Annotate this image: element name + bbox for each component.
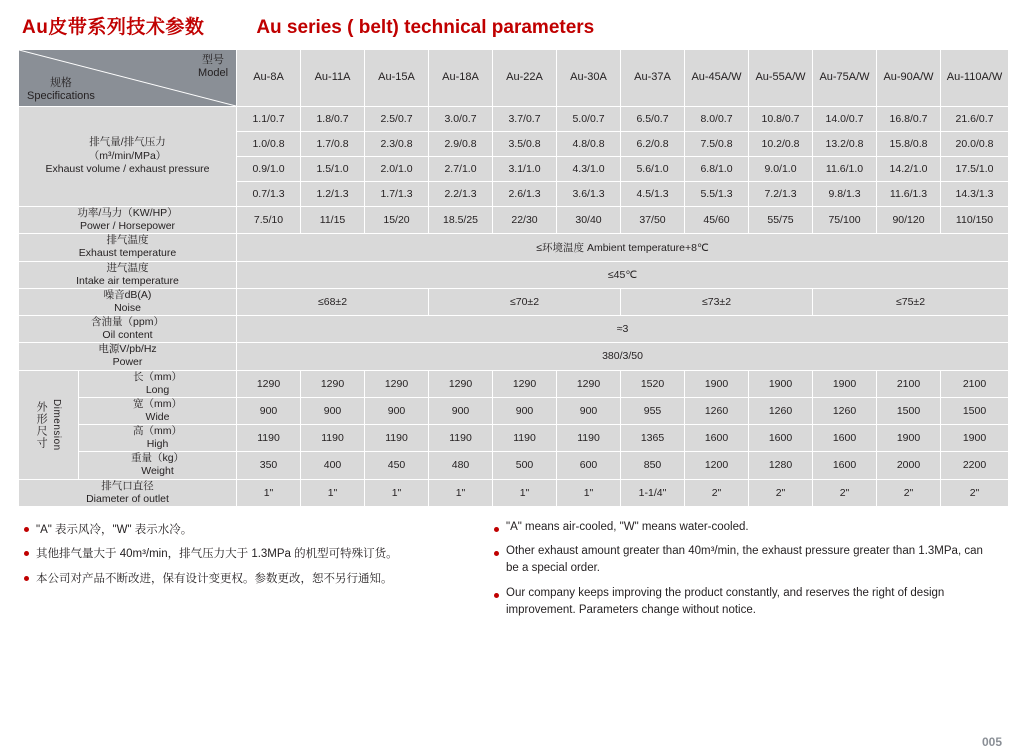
cell-exhaust-2-10: 14.2/1.0 [877,157,941,182]
table-row [19,425,1009,452]
cell-long-4: 1290 [493,370,557,397]
table-row [19,452,1009,479]
cell-high-7: 1600 [685,425,749,452]
cell-exhaust-0-6: 6.5/0.7 [621,107,685,132]
cell-high-0: 1190 [237,425,301,452]
cell-exhaust-2-8: 9.0/1.0 [749,157,813,182]
cell-exhaust-1-0: 1.0/0.8 [237,132,301,157]
row-label-weight-cn: 重量（kg） [130,452,185,465]
row-label-intake-temp [19,261,237,288]
table-row [19,397,1009,424]
cell-exhaust-0-10: 16.8/0.7 [877,107,941,132]
cell-exhaust-1-3: 2.9/0.8 [429,132,493,157]
cell-exhaust-2-4: 3.1/1.0 [493,157,557,182]
cell-weight-2: 450 [365,452,429,479]
row-label-high-en: High [146,438,169,451]
cell-wide-7: 1260 [685,397,749,424]
row-label-long-en: Long [145,383,170,396]
table-row [19,207,1009,234]
cell-exhaust-3-2: 1.7/1.3 [365,182,429,207]
cell-power-8: 55/75 [749,207,813,234]
row-label-dimension-weight [79,452,237,479]
cell-exhaust-3-4: 2.6/1.3 [493,182,557,207]
cell-wide-0: 900 [237,397,301,424]
row-label-exhaust-temp [19,234,237,261]
cell-outlet-11: 2" [941,479,1009,506]
cell-exhaust-2-6: 5.6/1.0 [621,157,685,182]
table-header-row [19,50,1009,107]
cell-outlet-7: 2" [685,479,749,506]
page-title-en: Au series ( belt) technical parameters [256,17,595,38]
row-label-high-cn: 高（mm） [133,425,182,437]
cell-exhaust-0-5: 5.0/0.7 [557,107,621,132]
cell-noise-2: ≤73±2 [621,288,813,315]
cell-high-9: 1600 [813,425,877,452]
cell-outlet-6: 1-1/4" [621,479,685,506]
row-label-exhaust-en: Exhaust volume / exhaust pressure [45,163,210,176]
cell-long-3: 1290 [429,370,493,397]
cell-exhaust-3-1: 1.2/1.3 [301,182,365,207]
row-label-dimension-wide [79,397,237,424]
cell-wide-4: 900 [493,397,557,424]
cell-weight-5: 600 [557,452,621,479]
row-label-power-supply-en: Power [112,356,143,369]
footnote-cn-1: "A" 表示风冷，"W" 表示水冷。 [22,519,492,541]
row-label-long-cn: 长（mm） [133,370,182,383]
cell-exhaust-1-5: 4.8/0.8 [557,132,621,157]
cell-exhaust-1-2: 2.3/0.8 [365,132,429,157]
header-model-6: Au-37A [621,50,685,107]
page-number: 005 [981,735,1002,749]
cell-exhaust-2-3: 2.7/1.0 [429,157,493,182]
row-label-exhaust-temp-cn: 排气温度 [106,234,149,247]
header-model-11: Au-110A/W [941,50,1009,107]
cell-exhaust-0-7: 8.0/0.7 [685,107,749,132]
cell-outlet-2: 1" [365,479,429,506]
cell-weight-4: 500 [493,452,557,479]
row-label-power-hp [19,207,237,234]
header-corner-cell [19,50,237,107]
footnote-cn-3: 本公司对产品不断改进，保有设计变更权。参数更改，恕不另行通知。 [22,568,492,590]
cell-exhaust-0-3: 3.0/0.7 [429,107,493,132]
cell-weight-6: 850 [621,452,685,479]
cell-long-9: 1900 [813,370,877,397]
row-label-oil-content-cn: 含油量（ppm） [91,316,164,328]
cell-power-6: 37/50 [621,207,685,234]
cell-power-supply-value: 380/3/50 [237,343,1009,370]
cell-noise-3: ≤75±2 [813,288,1009,315]
header-model-4: Au-22A [493,50,557,107]
page-title-cn: Au皮带系列技术参数 [22,17,205,38]
cell-wide-11: 1500 [941,397,1009,424]
cell-long-1: 1290 [301,370,365,397]
cell-outlet-0: 1" [237,479,301,506]
row-label-intake-temp-cn: 进气温度 [106,261,149,274]
cell-exhaust-2-2: 2.0/1.0 [365,157,429,182]
row-label-oil-content [19,316,237,343]
cell-weight-0: 350 [237,452,301,479]
table-row [19,343,1009,370]
cell-exhaust-1-9: 13.2/0.8 [813,132,877,157]
cell-power-9: 75/100 [813,207,877,234]
cell-weight-11: 2200 [941,452,1009,479]
table-row [19,288,1009,315]
header-spec-en: Specifications [27,89,95,102]
row-label-exhaust-temp-en: Exhaust temperature [78,247,177,260]
cell-exhaust-0-0: 1.1/0.7 [237,107,301,132]
cell-exhaust-3-5: 3.6/1.3 [557,182,621,207]
footnotes-cn [22,519,492,626]
cell-power-7: 45/60 [685,207,749,234]
table-row [19,107,1009,132]
footnotes [18,519,1006,626]
row-label-exhaust-cn: 排气量/排气压力 [89,136,166,149]
row-label-outlet-cn: 排气口直径 [101,479,154,492]
cell-power-2: 15/20 [365,207,429,234]
row-label-noise [19,288,237,315]
header-model-3: Au-18A [429,50,493,107]
cell-outlet-10: 2" [877,479,941,506]
table-row [19,234,1009,261]
cell-exhaust-3-3: 2.2/1.3 [429,182,493,207]
header-model-0: Au-8A [237,50,301,107]
cell-exhaust-1-8: 10.2/0.8 [749,132,813,157]
cell-outlet-9: 2" [813,479,877,506]
row-label-power-hp-cn: 功率/马力（KW/HP） [77,207,178,219]
row-label-intake-temp-en: Intake air temperature [76,274,179,287]
cell-exhaust-1-10: 15.8/0.8 [877,132,941,157]
header-model-2: Au-15A [365,50,429,107]
cell-high-5: 1190 [557,425,621,452]
page-title [18,0,1006,49]
cell-high-10: 1900 [877,425,941,452]
cell-exhaust-1-4: 3.5/0.8 [493,132,557,157]
cell-long-11: 2100 [941,370,1009,397]
cell-outlet-5: 1" [557,479,621,506]
cell-high-3: 1190 [429,425,493,452]
row-label-power-supply-cn: 电源V/pb/Hz [98,343,157,356]
row-label-oil-content-en: Oil content [102,329,153,342]
cell-outlet-8: 2" [749,479,813,506]
cell-high-6: 1365 [621,425,685,452]
cell-power-10: 90/120 [877,207,941,234]
cell-exhaust-temp-value: ≤环境温度 Ambient temperature+8℃ [237,234,1009,261]
header-spec-cn: 规格 [49,76,72,89]
cell-wide-9: 1260 [813,397,877,424]
table-row [19,261,1009,288]
cell-outlet-4: 1" [493,479,557,506]
cell-exhaust-0-8: 10.8/0.7 [749,107,813,132]
cell-weight-9: 1600 [813,452,877,479]
table-row [19,316,1009,343]
header-model-cn: 型号 [202,54,225,66]
cell-long-6: 1520 [621,370,685,397]
cell-exhaust-2-11: 17.5/1.0 [941,157,1009,182]
cell-high-8: 1600 [749,425,813,452]
cell-exhaust-2-1: 1.5/1.0 [301,157,365,182]
cell-long-8: 1900 [749,370,813,397]
cell-exhaust-0-4: 3.7/0.7 [493,107,557,132]
row-label-outlet-en: Diameter of outlet [86,492,169,505]
cell-weight-8: 1280 [749,452,813,479]
cell-exhaust-2-5: 4.3/1.0 [557,157,621,182]
cell-exhaust-3-11: 14.3/1.3 [941,182,1009,207]
cell-wide-1: 900 [301,397,365,424]
header-model-en: Model [198,67,229,80]
cell-intake-temp-value: ≤45℃ [237,261,1009,288]
cell-long-0: 1290 [237,370,301,397]
header-model-10: Au-90A/W [877,50,941,107]
footnote-en-2: Other exhaust amount greater than 40m³/min, the exhaust pressure greater than 1.3MPa, can be a special order. [492,543,992,578]
cell-exhaust-1-1: 1.7/0.8 [301,132,365,157]
cell-wide-2: 900 [365,397,429,424]
cell-wide-5: 900 [557,397,621,424]
cell-high-4: 1190 [493,425,557,452]
cell-power-5: 30/40 [557,207,621,234]
cell-exhaust-0-1: 1.8/0.7 [301,107,365,132]
cell-exhaust-3-8: 7.2/1.3 [749,182,813,207]
cell-exhaust-1-7: 7.5/0.8 [685,132,749,157]
row-label-dimension-cn: 外形尺寸 [35,400,48,449]
cell-noise-1: ≤70±2 [429,288,621,315]
cell-exhaust-3-7: 5.5/1.3 [685,182,749,207]
cell-power-4: 22/30 [493,207,557,234]
cell-wide-8: 1260 [749,397,813,424]
row-label-weight-en: Weight [141,465,174,478]
cell-wide-6: 955 [621,397,685,424]
header-model-8: Au-55A/W [749,50,813,107]
table-row [19,370,1009,397]
row-label-dimension-long [79,370,237,397]
cell-exhaust-1-11: 20.0/0.8 [941,132,1009,157]
footnote-cn-2: 其他排气量大于 40m³/min，排气压力大于 1.3MPa 的机型可特殊订货。 [22,543,492,565]
cell-long-10: 2100 [877,370,941,397]
cell-power-3: 18.5/25 [429,207,493,234]
cell-weight-3: 480 [429,452,493,479]
header-model-5: Au-30A [557,50,621,107]
cell-outlet-1: 1" [301,479,365,506]
cell-power-1: 11/15 [301,207,365,234]
cell-noise-0: ≤68±2 [237,288,429,315]
row-label-dimension [19,370,79,479]
row-label-power-supply [19,343,237,370]
cell-exhaust-0-11: 21.6/0.7 [941,107,1009,132]
cell-power-0: 7.5/10 [237,207,301,234]
cell-exhaust-2-0: 0.9/1.0 [237,157,301,182]
row-label-dimension-high [79,425,237,452]
cell-exhaust-2-7: 6.8/1.0 [685,157,749,182]
cell-long-5: 1290 [557,370,621,397]
cell-exhaust-0-9: 14.0/0.7 [813,107,877,132]
row-label-exhaust [19,107,237,207]
cell-exhaust-3-10: 11.6/1.3 [877,182,941,207]
cell-weight-10: 2000 [877,452,941,479]
row-label-dimension-en: Dimension [51,398,63,451]
cell-wide-10: 1500 [877,397,941,424]
footnote-en-1: "A" means air-cooled, "W" means water-cooled. [492,519,992,536]
row-label-exhaust-unit: （m³/min/MPa） [88,149,167,162]
cell-high-11: 1900 [941,425,1009,452]
cell-long-7: 1900 [685,370,749,397]
cell-exhaust-3-6: 4.5/1.3 [621,182,685,207]
cell-long-2: 1290 [365,370,429,397]
footnote-en-3: Our company keeps improving the product constantly, and reserves the right of design improvement. Parameters change without notice. [492,585,992,620]
row-label-noise-cn: 噪音dB(A) [103,288,152,301]
row-label-outlet [19,479,237,506]
header-model-9: Au-75A/W [813,50,877,107]
row-label-power-hp-en: Power / Horsepower [79,220,176,233]
footnotes-en [492,519,992,626]
cell-high-1: 1190 [301,425,365,452]
row-label-wide-cn: 宽（mm） [133,397,182,410]
cell-exhaust-0-2: 2.5/0.7 [365,107,429,132]
header-model-7: Au-45A/W [685,50,749,107]
cell-exhaust-3-9: 9.8/1.3 [813,182,877,207]
specifications-table [18,49,1009,507]
cell-power-11: 110/150 [941,207,1009,234]
cell-exhaust-2-9: 11.6/1.0 [813,157,877,182]
row-label-noise-en: Noise [114,301,141,314]
table-row [19,479,1009,506]
cell-wide-3: 900 [429,397,493,424]
cell-oil-content-value: ≈3 [237,316,1009,343]
header-model-1: Au-11A [301,50,365,107]
cell-weight-1: 400 [301,452,365,479]
cell-weight-7: 1200 [685,452,749,479]
row-label-wide-en: Wide [145,410,170,423]
cell-exhaust-3-0: 0.7/1.3 [237,182,301,207]
cell-high-2: 1190 [365,425,429,452]
cell-exhaust-1-6: 6.2/0.8 [621,132,685,157]
cell-outlet-3: 1" [429,479,493,506]
